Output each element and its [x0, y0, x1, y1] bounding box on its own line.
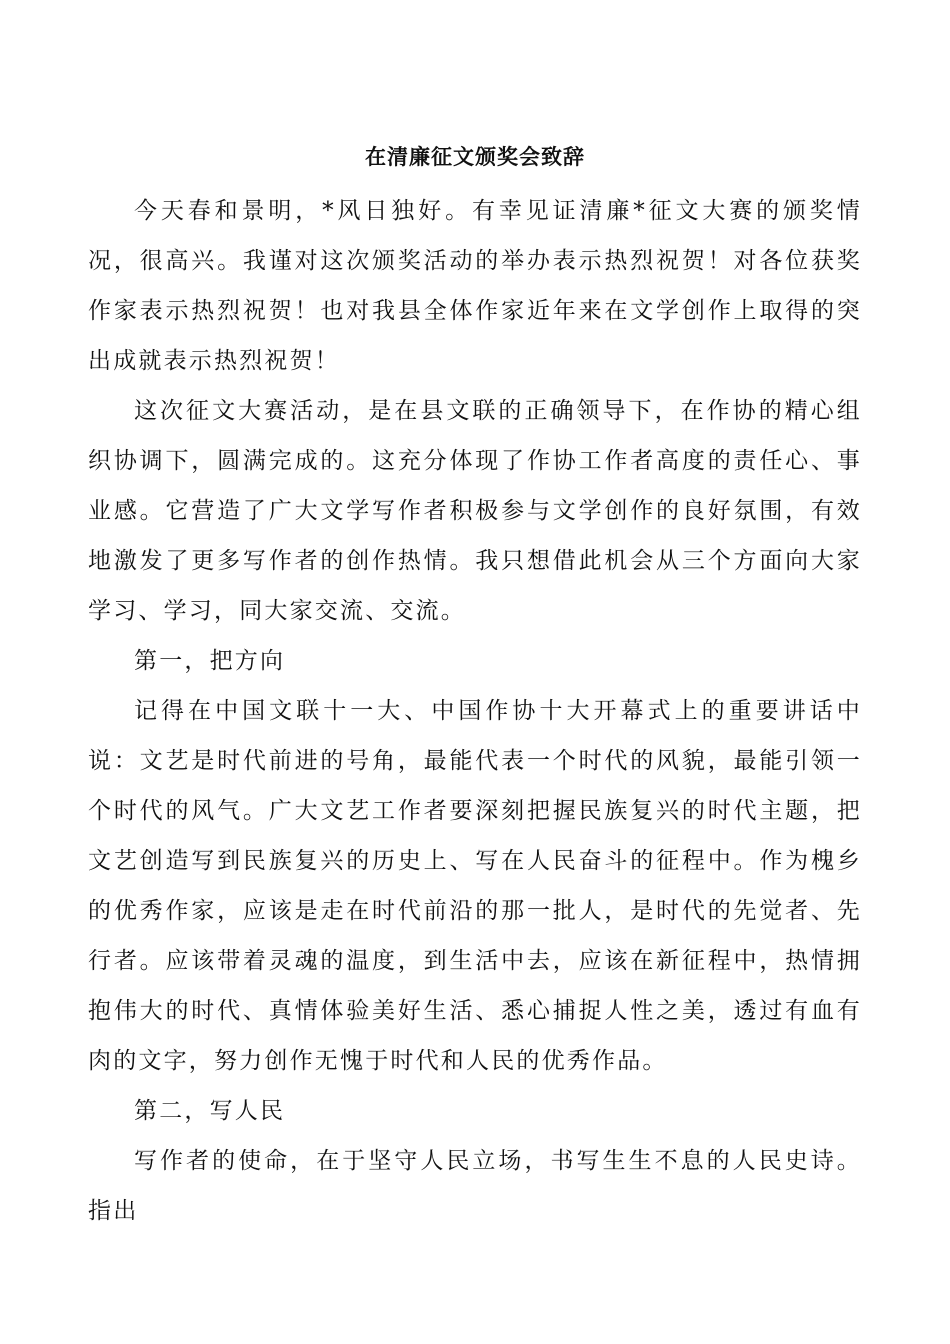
paragraph-people: 写作者的使命，在于坚守人民立场，书写生生不息的人民史诗。指出	[88, 1148, 862, 1224]
paragraph-direction: 记得在中国文联十一大、中国作协十大开幕式上的重要讲话中说：文艺是时代前进的号角，最能代表一个时代的风貌，最能引领一个时代的风气。广大文艺工作者要深刻把握民族复兴的时代主题，把文艺创造写到民族复兴的历史上、写在人民奋斗的征程中。作为槐乡的优秀作家，应该是走在时代前沿的那一批人，是时代的先觉者、先行者。应该带着灵魂的温度，到生活中去，应该在新征程中，热情拥抱伟大的时代、真情体验美好生活、悉心捕捉人性之美，透过有血有肉的文字，努力创作无愧于时代和人民的优秀作品。	[88, 698, 862, 1074]
document-title: 在清廉征文颁奖会致辞	[365, 144, 585, 169]
paragraph-opening: 今天春和景明，*风日独好。有幸见证清廉*征文大赛的颁奖情况，很高兴。我谨对这次颁奖活动的举办表示热烈祝贺！对各位获奖作家表示热烈祝贺！也对我县全体作家近年来在文学创作上取得的突出成就表示热烈祝贺！	[88, 198, 862, 374]
paragraph-contest: 这次征文大赛活动，是在县文联的正确领导下，在作协的精心组织协调下，圆满完成的。这充分体现了作协工作者高度的责任心、事业感。它营造了广大文学写作者积极参与文学创作的良好氛围，有效地激发了更多写作者的创作热情。我只想借此机会从三个方面向大家学习、学习，同大家交流、交流。	[88, 398, 862, 624]
section-heading-people: 第二，写人民	[134, 1098, 286, 1124]
document-body	[88, 186, 862, 1236]
section-heading-direction: 第一，把方向	[134, 648, 286, 674]
